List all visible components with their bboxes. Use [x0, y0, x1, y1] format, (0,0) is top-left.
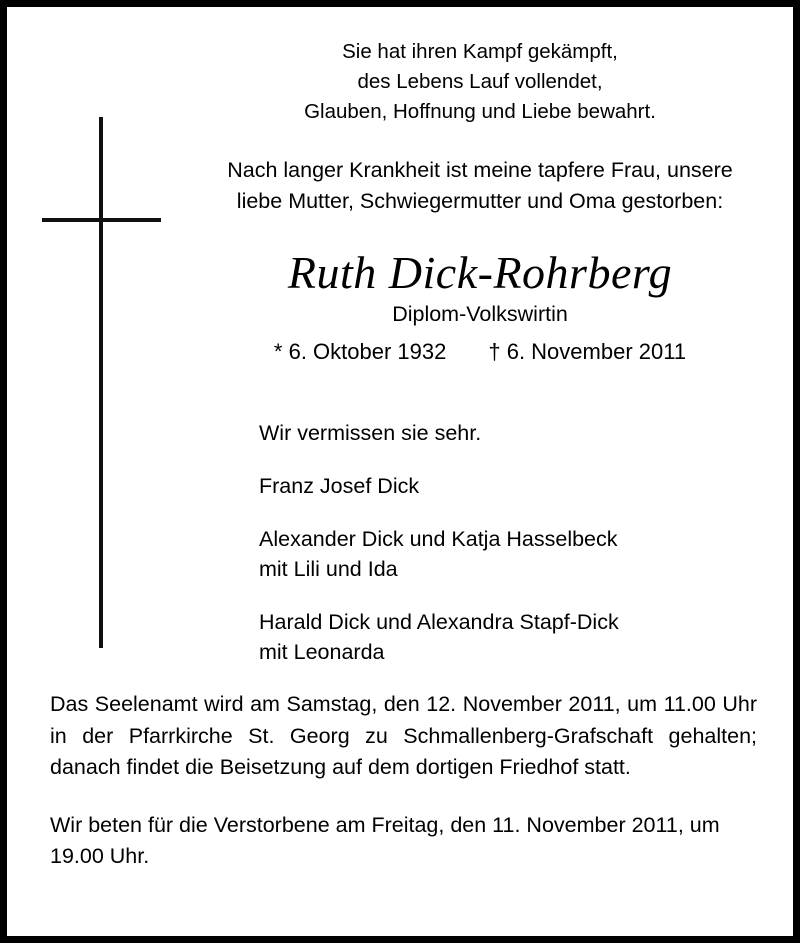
- death-date: † 6. November 2011: [488, 339, 687, 364]
- memorial-verse: [197, 37, 763, 127]
- announcement-line: liebe Mutter, Schwiegermutter und Oma gestorben:: [236, 189, 724, 213]
- verse-line: Sie hat ihren Kampf gekämpft,: [342, 40, 618, 63]
- survivor-entry: [259, 524, 759, 584]
- survivor-name: Franz Josef Dick: [259, 474, 420, 498]
- announcement-text: [197, 155, 763, 217]
- latin-cross-icon: [42, 117, 202, 657]
- survivor-children: mit Lili und Ida: [259, 557, 398, 581]
- notice-inner: [7, 7, 793, 936]
- service-details: [50, 689, 757, 873]
- verse-line: Glauben, Hoffnung und Liebe bewahrt.: [304, 100, 656, 123]
- cross-vertical-stem: [99, 117, 103, 648]
- survivors-block: [259, 418, 759, 667]
- funeral-service-paragraph: Das Seelenamt wird am Samstag, den 12. November 2011, um 11.00 Uhr in der Pfarrkirche St. Georg zu Schmallenberg-Grafschaft gehalten; danach findet die Beisetzung auf dem dortigen Friedhof statt.: [50, 692, 757, 779]
- deceased-name: Ruth Dick-Rohrberg: [287, 247, 673, 298]
- birth-date: * 6. Oktober 1932: [273, 339, 447, 364]
- verse-line: des Lebens Lauf vollendet,: [357, 70, 603, 93]
- deceased-profession: Diplom-Volkswirtin: [392, 302, 568, 326]
- cross-horizontal-bar: [42, 218, 161, 222]
- mourning-line: Wir vermissen sie sehr.: [259, 421, 482, 445]
- prayer-paragraph: Wir beten für die Verstorbene am Freitag, den 11. November 2011, um 19.00 Uhr.: [50, 812, 720, 868]
- survivor-name: Harald Dick und Alexandra Stapf-Dick: [259, 610, 619, 634]
- survivor-entry: [259, 471, 759, 501]
- survivor-entry: [259, 607, 759, 667]
- survivor-children: mit Leonarda: [259, 640, 385, 664]
- life-dates: [197, 338, 763, 366]
- header-block: [197, 37, 763, 366]
- survivor-name: Alexander Dick und Katja Hasselbeck: [259, 527, 618, 551]
- announcement-line: Nach langer Krankheit ist meine tapfere Frau, unsere: [227, 158, 733, 182]
